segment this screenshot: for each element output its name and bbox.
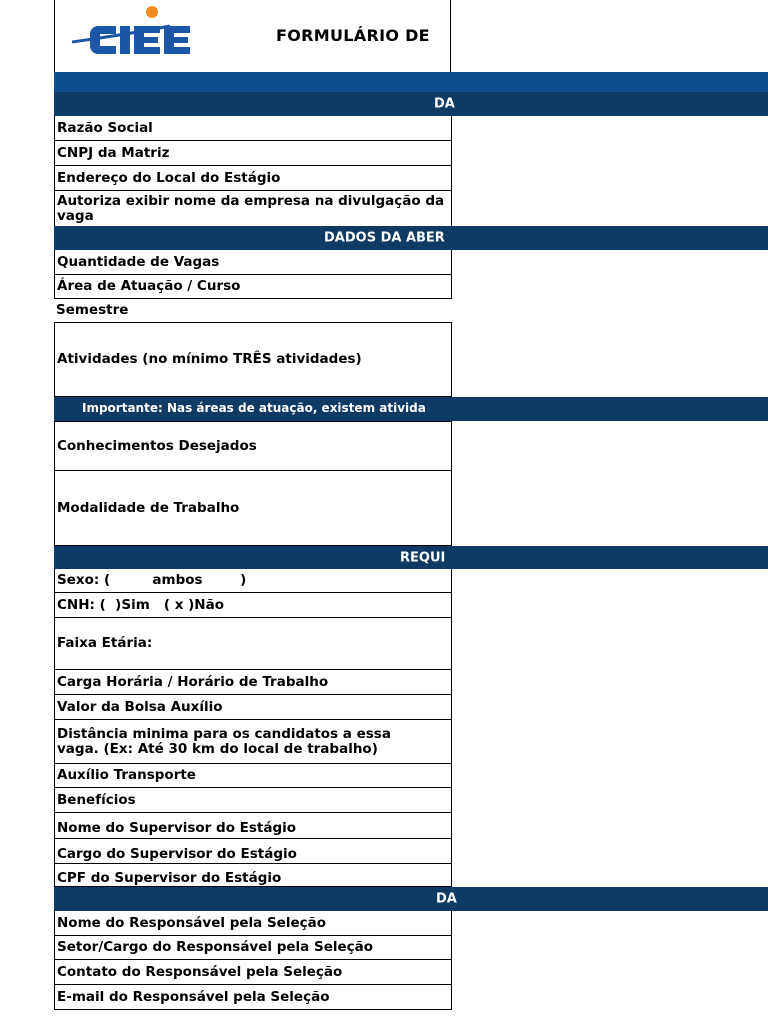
field-email-responsavel: E-mail do Responsável pela Seleção: [54, 985, 452, 1010]
section-dados-abertura: [54, 226, 768, 250]
field-cargo-supervisor: Cargo do Supervisor do Estágio: [54, 839, 452, 864]
section-title: DADOS DA ABER: [324, 230, 445, 246]
field-conhecimentos: Conhecimentos Desejados: [54, 421, 452, 471]
field-razao-social: Razão Social: [54, 116, 452, 141]
field-nome-supervisor: Nome do Supervisor do Estágio: [54, 813, 452, 839]
field-valor-bolsa: Valor da Bolsa Auxílio: [54, 695, 452, 720]
ciee-logo-icon: [70, 4, 216, 60]
section-dados-responsavel: [54, 887, 768, 911]
field-distancia-minima: Distância minima para os candidatos a essa vaga. (Ex: Até 30 km do local de trabalho): [54, 720, 452, 764]
field-semestre: Semestre: [54, 299, 452, 323]
field-contato-responsavel: Contato do Responsável pela Seleção: [54, 960, 452, 985]
field-modalidade: Modalidade de Trabalho: [54, 471, 452, 546]
field-atividades: Atividades (no mínimo TRÊS atividades): [54, 323, 452, 397]
section-title: REQUI: [400, 550, 446, 565]
field-area-atuacao: Área de Atuação / Curso: [54, 275, 452, 299]
field-beneficios: Benefícios: [54, 788, 452, 813]
field-setor-responsavel: Setor/Cargo do Responsável pela Seleção: [54, 936, 452, 960]
header-band: [54, 72, 768, 92]
field-autoriza-exibir: Autoriza exibir nome da empresa na divulgação da vaga: [54, 191, 452, 226]
field-faixa-etaria: Faixa Etária:: [54, 618, 452, 670]
field-quantidade-vagas: Quantidade de Vagas: [54, 250, 452, 275]
field-sexo: Sexo: ( ambos ): [54, 569, 452, 593]
field-auxilio-transporte: Auxílio Transporte: [54, 764, 452, 788]
header-left-border: [54, 0, 55, 72]
section-title: DA: [434, 96, 455, 112]
section-requisitos: [54, 546, 768, 569]
field-cnh: CNH: ( )Sim ( x )Não: [54, 593, 452, 618]
field-endereco-estagio: Endereço do Local do Estágio: [54, 166, 452, 191]
section-dados-empresa: [54, 92, 768, 116]
form-title: FORMULÁRIO DE: [276, 26, 430, 45]
field-cnpj-matriz: CNPJ da Matriz: [54, 141, 452, 166]
importante-text: Importante: Nas áreas de atuação, existem ativida: [82, 401, 426, 415]
importante-note: [54, 397, 768, 421]
ciee-logo: [70, 4, 216, 60]
field-nome-responsavel: Nome do Responsável pela Seleção: [54, 911, 452, 936]
section-title: DA: [436, 891, 457, 907]
field-cpf-supervisor: CPF do Supervisor do Estágio: [54, 864, 452, 887]
field-carga-horaria: Carga Horária / Horário de Trabalho: [54, 670, 452, 695]
